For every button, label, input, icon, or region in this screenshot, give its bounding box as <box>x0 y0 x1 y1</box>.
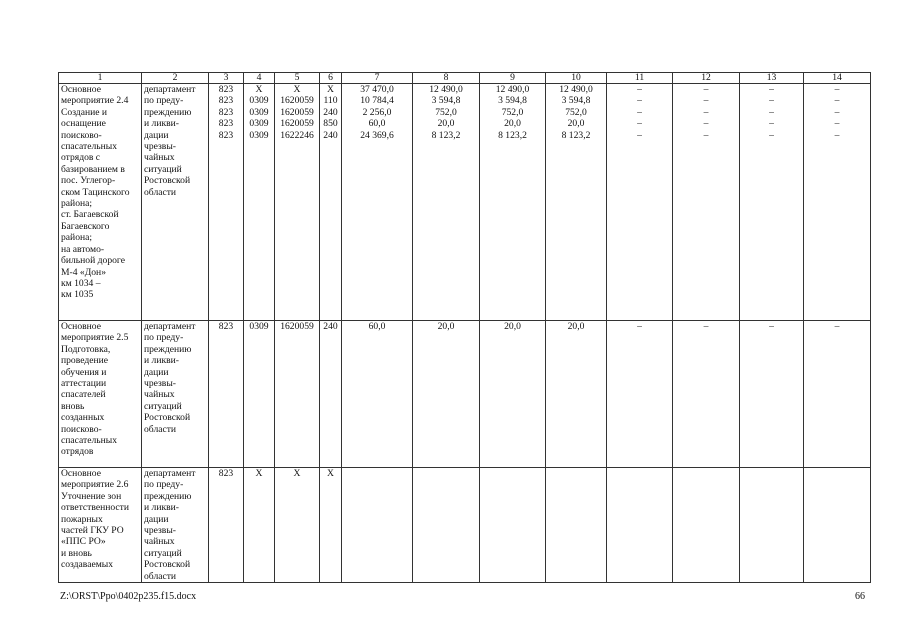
table-row <box>59 468 871 583</box>
column-number: 14 <box>804 73 871 84</box>
table-cell: – <box>740 321 804 468</box>
table-cell: 60,0 <box>342 321 413 468</box>
table-cell <box>740 468 804 583</box>
table-cell: 823 <box>209 468 244 583</box>
table-cell <box>413 468 480 583</box>
table-cell: 12 490,0 3 594,8 752,0 20,0 8 123,2 <box>413 84 480 321</box>
table-cell: – – – – – <box>673 84 740 321</box>
column-number: 9 <box>480 73 546 84</box>
budget-table <box>58 72 871 583</box>
file-path: Z:\ORST\Ppo\0402p235.f15.docx <box>60 591 197 602</box>
table-cell: – – – – – <box>740 84 804 321</box>
activity-name: Основное мероприятие 2.5 Подготовка, проведение обучения и аттестации спасателей вновь созданных поисково- спасательных отрядов <box>59 321 142 468</box>
activity-name: Основное мероприятие 2.6 Уточнение зон ответственности пожарных частей ГКУ РО «ППС РО» и вновь создаваемых <box>59 468 142 583</box>
table-cell: 823 <box>209 321 244 468</box>
column-number: 8 <box>413 73 480 84</box>
table-cell: 823 823 823 823 823 <box>209 84 244 321</box>
table-cell: Х <box>320 468 342 583</box>
table-cell: Х 1620059 1620059 1620059 1622246 <box>275 84 320 321</box>
table-cell: 12 490,0 3 594,8 752,0 20,0 8 123,2 <box>480 84 546 321</box>
table-cell: Х <box>275 468 320 583</box>
table-cell: 20,0 <box>413 321 480 468</box>
table-cell: Х <box>244 468 275 583</box>
executor: департамент по преду- преждению и ликви- дации чрезвы- чайных ситуаций Ростовской области <box>142 321 209 468</box>
table-cell: 1620059 <box>275 321 320 468</box>
column-number: 4 <box>244 73 275 84</box>
table-row <box>59 321 871 468</box>
table-cell: 12 490,0 3 594,8 752,0 20,0 8 123,2 <box>546 84 607 321</box>
table-cell: 0309 <box>244 321 275 468</box>
table-cell <box>673 468 740 583</box>
column-number: 5 <box>275 73 320 84</box>
column-number: 12 <box>673 73 740 84</box>
table-cell: 20,0 <box>546 321 607 468</box>
column-number: 7 <box>342 73 413 84</box>
table-cell <box>607 468 673 583</box>
activity-name: Основное мероприятие 2.4 Создание и оснащение поисково- спасательных отрядов с базированием в пос. Углегор- ском Тацинского района; ст. Багаевской Багаевского района; на автомо- бильной дороге М-4 «Дон» км 1034 – км 1035 <box>59 84 142 321</box>
column-number: 6 <box>320 73 342 84</box>
table-cell: – <box>607 321 673 468</box>
executor: департамент по преду- преждению и ликви- дации чрезвы- чайных ситуаций Ростовской области <box>142 468 209 583</box>
table-cell: 240 <box>320 321 342 468</box>
executor: департамент по преду- преждению и ликви- дации чрезвы- чайных ситуаций Ростовской области <box>142 84 209 321</box>
table-cell: 20,0 <box>480 321 546 468</box>
column-number: 10 <box>546 73 607 84</box>
table-cell: – <box>804 321 871 468</box>
header-row <box>59 73 871 84</box>
table-cell <box>804 468 871 583</box>
table-row <box>59 84 871 321</box>
table-cell: – – – – – <box>607 84 673 321</box>
table-cell: 37 470,0 10 784,4 2 256,0 60,0 24 369,6 <box>342 84 413 321</box>
column-number: 2 <box>142 73 209 84</box>
column-number: 1 <box>59 73 142 84</box>
table-cell <box>546 468 607 583</box>
table-cell: – <box>673 321 740 468</box>
table-cell: Х 0309 0309 0309 0309 <box>244 84 275 321</box>
table-cell: Х 110 240 850 240 <box>320 84 342 321</box>
column-number: 3 <box>209 73 244 84</box>
column-number: 11 <box>607 73 673 84</box>
table-cell <box>342 468 413 583</box>
table-cell: – – – – – <box>804 84 871 321</box>
column-number: 13 <box>740 73 804 84</box>
table-cell <box>480 468 546 583</box>
page-number: 66 <box>855 591 865 602</box>
